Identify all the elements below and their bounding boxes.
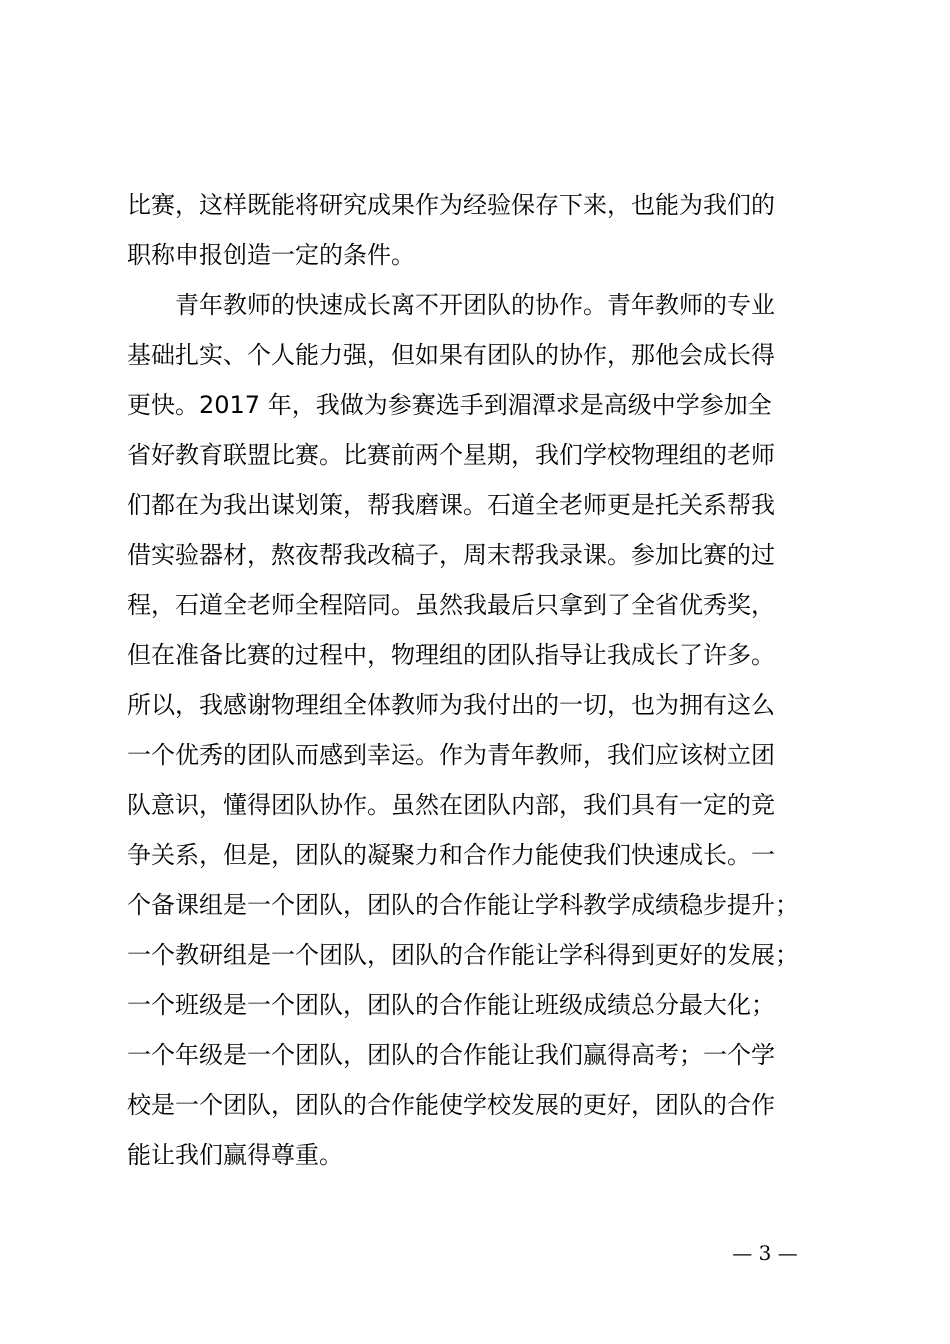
text-line: 能让我们赢得尊重。 [127,1141,343,1169]
text-line: 职称申报创造一定的条件。 [127,241,415,269]
text-line: 比赛，这样既能将研究成果作为经验保存下来，也能为我们的 [127,191,775,219]
text-line: 一个教研组是一个团队，团队的合作能让学科得到更好的发展； [127,941,799,969]
text-line: 程，石道全老师全程陪同。虽然我最后只拿到了全省优秀奖， [127,591,775,619]
body-text [127,183,837,1183]
text-line: 争关系，但是，团队的凝聚力和合作力能使我们快速成长。一 [127,841,775,869]
text-line: 基础扎实、个人能力强，但如果有团队的协作，那他会成长得 [127,341,775,369]
text-line: 所以，我感谢物理组全体教师为我付出的一切，也为拥有这么 [127,691,775,719]
text-line: 但在准备比赛的过程中，物理组的团队指导让我成长了许多。 [127,641,775,669]
text-line: 一个优秀的团队而感到幸运。作为青年教师，我们应该树立团 [127,741,775,769]
text-line: 校是一个团队，团队的合作能使学校发展的更好，团队的合作 [127,1091,775,1119]
text-line: 一个班级是一个团队，团队的合作能让班级成绩总分最大化； [127,991,775,1019]
text-line: 们都在为我出谋划策，帮我磨课。石道全老师更是托关系帮我 [127,491,775,519]
page-number: — 3 — [732,1241,798,1265]
paragraph-first-line: 青年教师的快速成长离不开团队的协作。青年教师的专业 [175,291,775,319]
text-line: 一个年级是一个团队，团队的合作能让我们赢得高考；一个学 [127,1041,775,1069]
text-line: 借实验器材，熬夜帮我改稿子，周末帮我录课。参加比赛的过 [127,541,775,569]
text-line: 更快。2017 年，我做为参赛选手到湄潭求是高级中学参加全 [127,391,772,419]
text-line: 省好教育联盟比赛。比赛前两个星期，我们学校物理组的老师 [127,441,775,469]
text-line: 个备课组是一个团队，团队的合作能让学科教学成绩稳步提升； [127,891,799,919]
text-line: 队意识，懂得团队协作。虽然在团队内部，我们具有一定的竞 [127,791,775,819]
